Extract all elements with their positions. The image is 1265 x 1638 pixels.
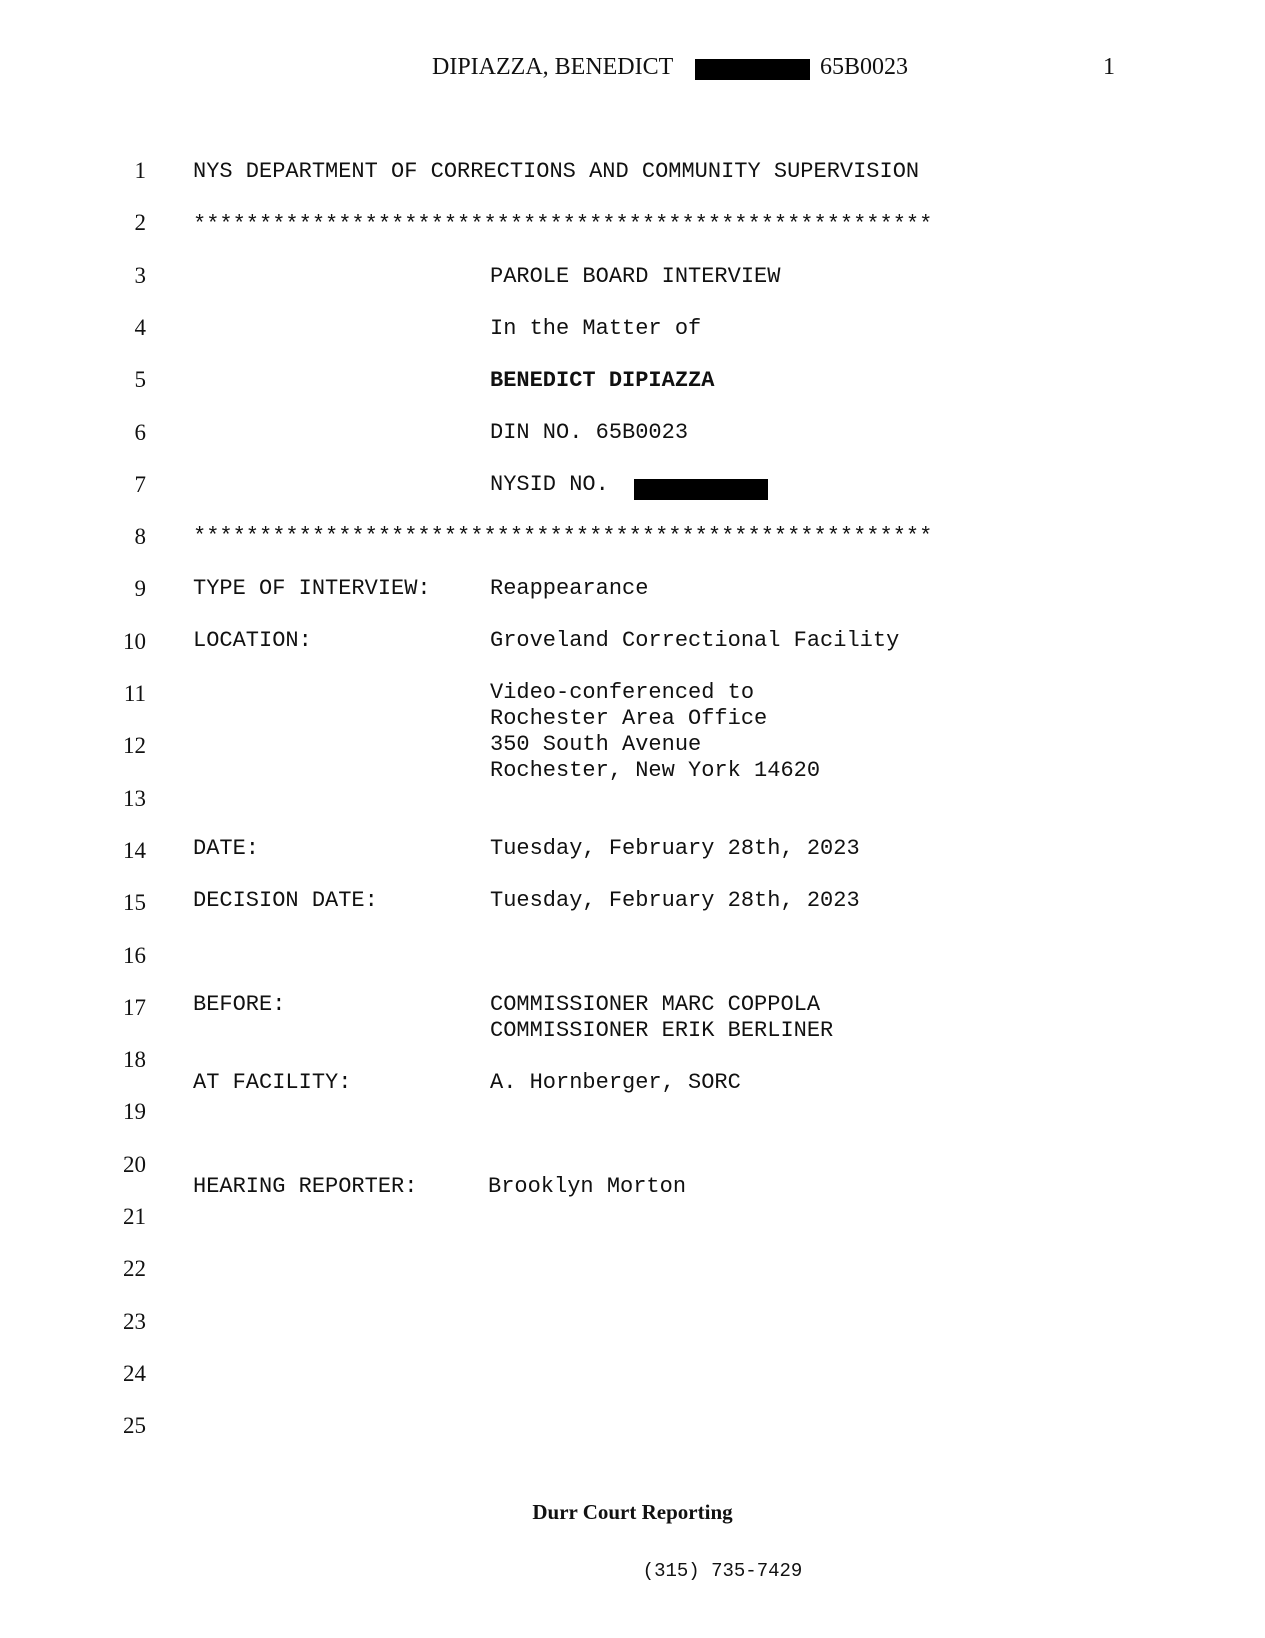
before-label: BEFORE:	[193, 992, 286, 1017]
line-number: 17	[123, 995, 146, 1020]
inmate-name: BENEDICT DIPIAZZA	[490, 368, 715, 393]
line-number: 6	[134, 420, 146, 445]
line-number: 20	[123, 1152, 146, 1177]
type-value: Reappearance	[490, 576, 649, 601]
line-number: 15	[123, 890, 146, 915]
date-value: Tuesday, February 28th, 2023	[490, 836, 860, 861]
nysid-label: NYSID NO.	[490, 472, 609, 497]
department-title: NYS DEPARTMENT OF CORRECTIONS AND COMMUNITY SUPERVISION	[193, 159, 920, 184]
line-number: 3	[134, 263, 146, 288]
header-name: DIPIAZZA, BENEDICT	[432, 54, 674, 80]
header-din: 65B0023	[820, 54, 909, 80]
video-line: Rochester Area Office	[490, 706, 768, 731]
line-number: 12	[123, 733, 146, 758]
facility-label: AT FACILITY:	[193, 1070, 352, 1095]
interview-title: PAROLE BOARD INTERVIEW	[490, 264, 781, 289]
matter-text: In the Matter of	[490, 316, 702, 341]
facility-value: A. Hornberger, SORC	[490, 1070, 741, 1095]
commissioner: COMMISSIONER ERIK BERLINER	[490, 1018, 834, 1043]
line-number: 18	[123, 1047, 146, 1072]
line-number: 2	[134, 210, 146, 235]
decision-date-label: DECISION DATE:	[193, 888, 378, 913]
redaction-bar-header	[695, 59, 810, 80]
line-number: 25	[123, 1413, 146, 1438]
reporter-value: Brooklyn Morton	[488, 1174, 687, 1199]
line-number: 13	[123, 786, 146, 811]
video-line: Video-conferenced to	[490, 680, 755, 705]
din-number: DIN NO. 65B0023	[490, 420, 689, 445]
video-line: 350 South Avenue	[490, 732, 702, 757]
line-number: 19	[123, 1099, 146, 1124]
location-label: LOCATION:	[193, 628, 312, 653]
decision-date-value: Tuesday, February 28th, 2023	[490, 888, 860, 913]
redaction-bar-nysid	[634, 479, 768, 500]
line-number: 23	[123, 1309, 146, 1334]
footer-phone: (315) 735-7429	[642, 1560, 803, 1582]
line-number: 8	[134, 524, 146, 549]
line-number: 4	[134, 315, 146, 340]
line-number: 14	[123, 838, 146, 863]
location-value: Groveland Correctional Facility	[490, 628, 900, 653]
line-number: 9	[134, 576, 146, 601]
date-label: DATE:	[193, 836, 260, 861]
line-number: 10	[123, 629, 146, 654]
footer-company: Durr Court Reporting	[532, 1500, 733, 1524]
line-number: 7	[134, 472, 146, 497]
page-number: 1	[1103, 54, 1115, 80]
star-divider-bottom: ********************************************************	[193, 524, 933, 549]
line-number: 21	[123, 1204, 146, 1229]
line-number: 24	[123, 1361, 146, 1386]
star-divider-top: ********************************************************	[193, 212, 933, 237]
video-line: Rochester, New York 14620	[490, 758, 821, 783]
line-number: 5	[134, 367, 146, 392]
line-number: 1	[134, 158, 146, 183]
commissioner: COMMISSIONER MARC COPPOLA	[490, 992, 821, 1017]
line-number: 11	[123, 681, 146, 706]
type-label: TYPE OF INTERVIEW:	[193, 576, 431, 601]
reporter-label: HEARING REPORTER:	[193, 1174, 418, 1199]
line-number: 16	[123, 943, 146, 968]
line-number: 22	[123, 1256, 146, 1281]
